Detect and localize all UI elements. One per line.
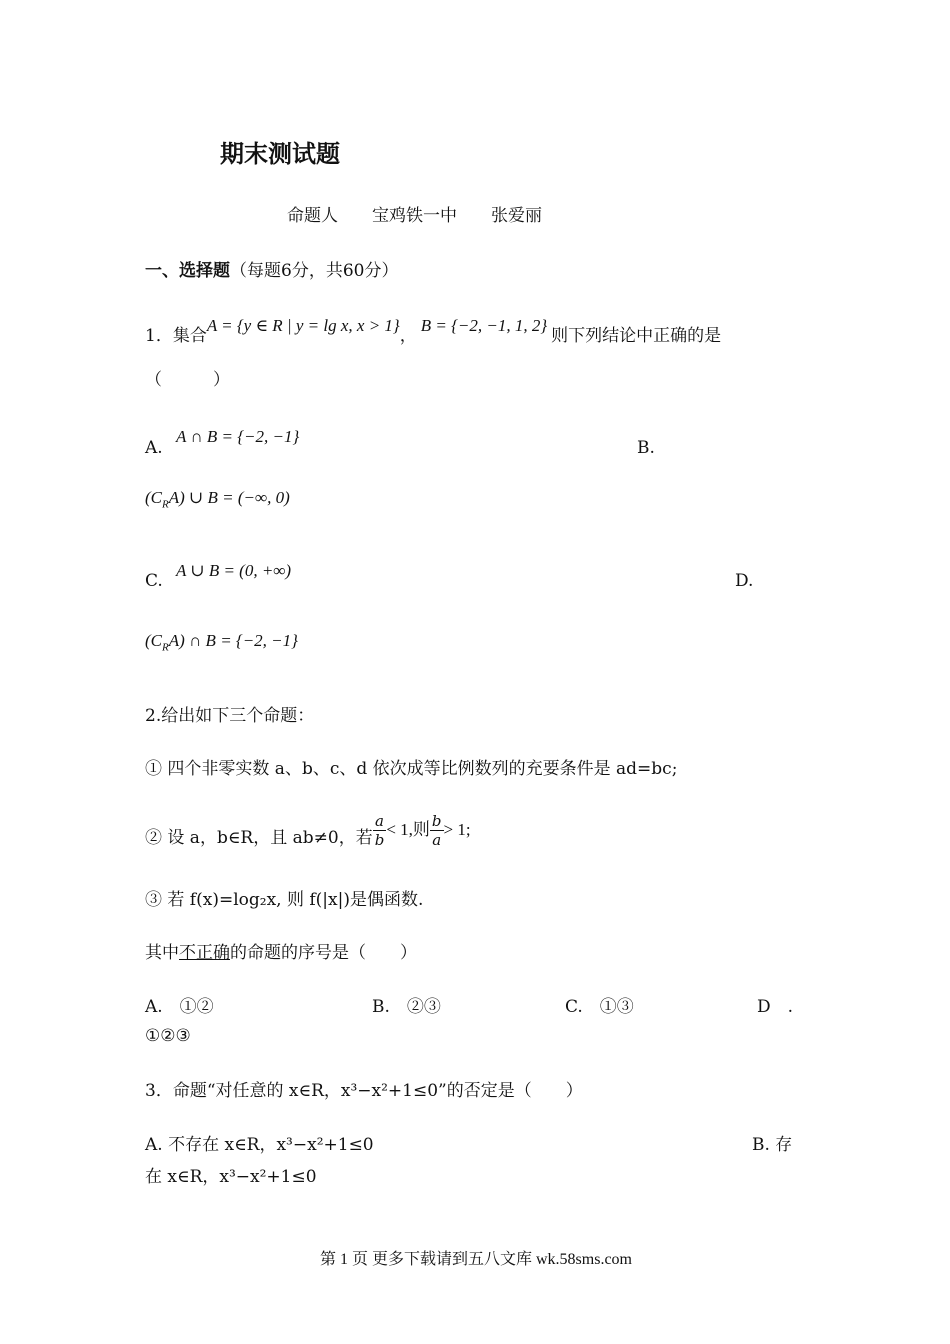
- q1-option-c-label: C.: [145, 571, 163, 591]
- q1-option-c-expr: A ∪ B = (0, +∞): [176, 561, 292, 580]
- q1-set-a: A = {y ∈ R | y = lg x, x > 1}: [206, 316, 400, 335]
- q2-frac1-den: b: [374, 830, 385, 849]
- q2-ask-pre: 其中: [145, 943, 179, 963]
- q2-fraction-b-over-a: [430, 812, 444, 849]
- q2-proposition-1: ① 四个非零实数 a、b、c、d 依次成等比例数列的充要条件是 ad=bc;: [145, 759, 678, 779]
- q1-option-b-label: B.: [637, 438, 655, 458]
- q2-frac2-den: a: [432, 830, 442, 849]
- q1-option-a-expr: A ∩ B = {−2, −1}: [176, 427, 300, 446]
- page-footer: 第 1 页 更多下载请到五八文库 wk.58sms.com: [320, 1251, 633, 1268]
- q1-option-b-expr: [145, 488, 290, 510]
- q2-fraction-a-over-b: [373, 812, 387, 849]
- q2-frac1-num: a: [373, 812, 387, 831]
- q1-answer-paren: （ ）: [145, 370, 230, 390]
- q2-frac2-num: b: [431, 811, 442, 830]
- q2-option-d: D .: [757, 997, 794, 1017]
- author-line: 命题人 宝鸡铁一中 张爱丽: [287, 206, 542, 226]
- q3-stem: 3．命题“对任意的 x∈R，x³−x²+1≤0”的否定是（ ）: [145, 1081, 583, 1101]
- q2-p2-mid: < 1,则: [386, 820, 430, 839]
- q2-option-b: B. ②③: [372, 997, 441, 1017]
- q2-p2-pre: ② 设 a，b∈R，且 ab≠0，若: [145, 828, 373, 848]
- q1-option-d-c: (C: [145, 631, 162, 650]
- q1-stem-text: 则下列结论中正确的是: [551, 326, 722, 346]
- q1-option-d-expr: [145, 631, 298, 653]
- q3-option-b-continued: 在 x∈R，x³−x²+1≤0: [145, 1167, 317, 1187]
- q1-comma: ，: [399, 326, 417, 346]
- section-note: （每题6分，共60分）: [230, 261, 399, 281]
- q1-option-b-sub: R: [162, 498, 169, 511]
- q1-set-b: B = {−2, −1, 1, 2}: [420, 316, 548, 335]
- q1-option-b-rest: A) ∪ B = (−∞, 0): [168, 488, 290, 507]
- q2-option-c: C. ①③: [565, 997, 634, 1017]
- q3-option-b: B. 存: [752, 1135, 793, 1155]
- q2-option-d-value: ①②③: [145, 1026, 191, 1046]
- q2-ask-underlined: 不正确: [179, 943, 230, 963]
- document-title: 期末测试题: [220, 140, 340, 168]
- section-heading: [145, 260, 398, 282]
- q2-stem: 2.给出如下三个命题：: [145, 706, 315, 726]
- q1-option-a-label: A.: [145, 438, 163, 458]
- q1-option-b-c: (C: [145, 488, 162, 507]
- q2-option-a: A. ①②: [145, 997, 214, 1017]
- q2-question: [145, 942, 417, 964]
- q2-ask-post: 的命题的序号是（ ）: [230, 943, 417, 963]
- q3-option-a: A. 不存在 x∈R，x³−x²+1≤0: [145, 1135, 374, 1155]
- q1-option-d-sub: R: [162, 641, 169, 654]
- q1-option-d-label: D.: [735, 571, 754, 591]
- q2-proposition-2: [145, 808, 471, 852]
- q1-prefix: 1．集合: [145, 326, 207, 346]
- q1-stem: [145, 316, 722, 347]
- q1-option-d-rest: A) ∩ B = {−2, −1}: [168, 631, 298, 650]
- q2-proposition-3: ③ 若 f(x)=log₂x, 则 f(|x|)是偶函数.: [145, 890, 424, 910]
- q2-p2-end: > 1;: [443, 820, 471, 839]
- section-heading-text: 一、选择题: [145, 261, 230, 281]
